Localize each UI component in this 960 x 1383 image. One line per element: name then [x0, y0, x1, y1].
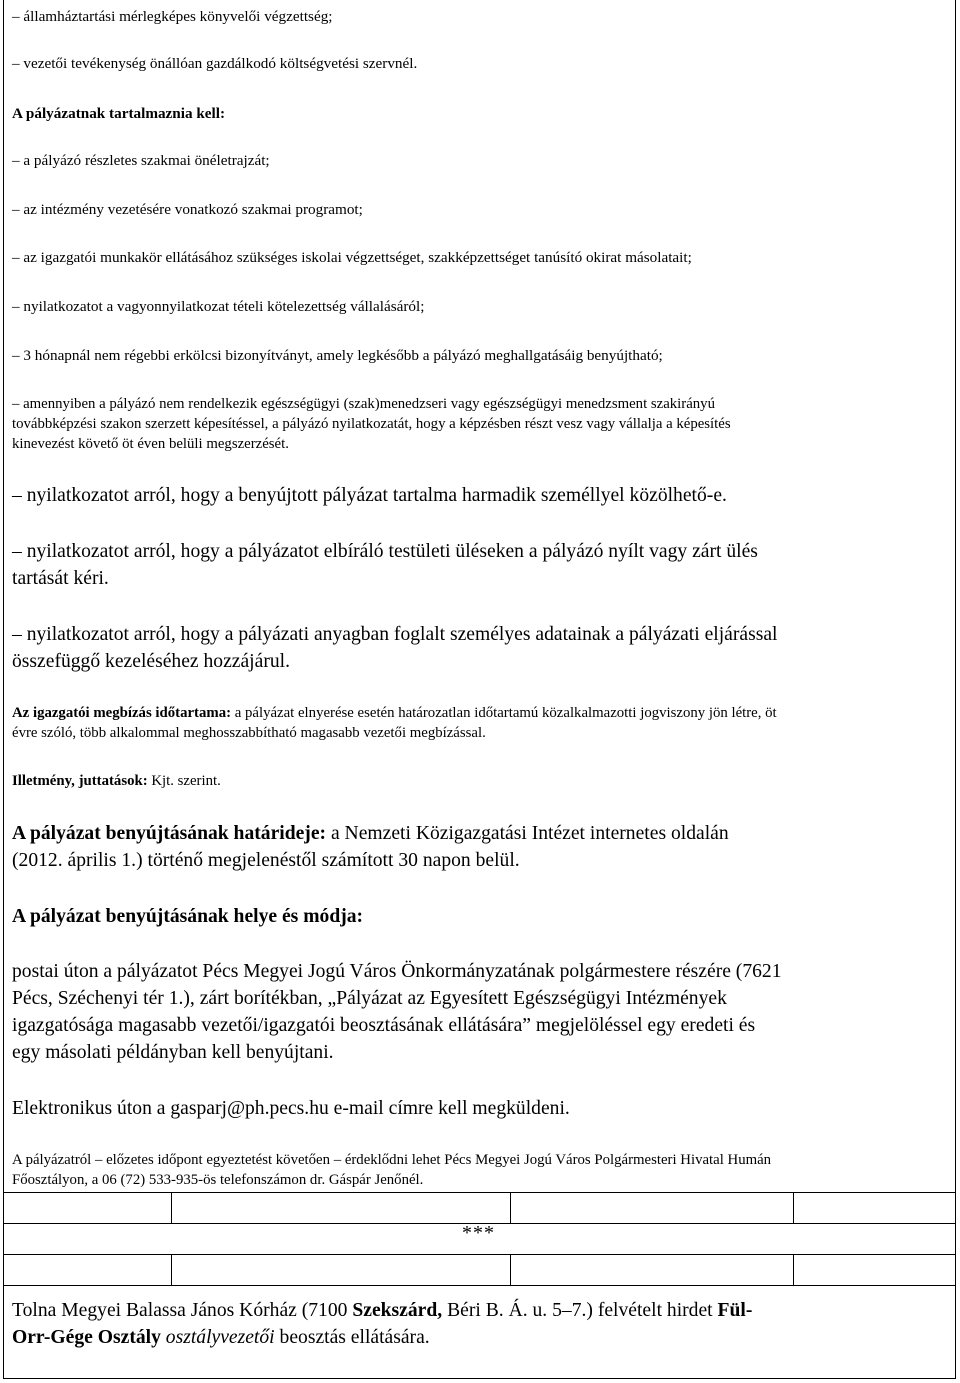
salary-line: Illetmény, juttatások: Kjt. szerint. [12, 773, 221, 789]
term-line-1: Az igazgatói megbízás időtartama: a pályázat elnyerése esetén határozatlan időtartamú közalkalmazotti jogviszony jön létre, öt [12, 705, 777, 721]
declaration-session-line-1: – nyilatkozatot arról, hogy a pályázatot elbíráló testületi üléseken a pályázó nyílt vagy zárt ülés [12, 541, 758, 562]
requirement-cv: – a pályázó részletes szakmai önéletrajzát; [12, 152, 270, 169]
submission-line-4: egy másolati példányban kell benyújtani. [12, 1042, 334, 1063]
requirement-diploma: – az igazgatói munkakör ellátásához szükséges iskolai végzettséget, szakképzettséget tanúsító okirat másolatait; [12, 249, 692, 266]
term-label: Az igazgatói megbízás időtartama: [12, 705, 232, 721]
section-separator: *** [462, 1222, 495, 1244]
deadline-line-1: A pályázat benyújtásának határideje: a Nemzeti Közigazgatási Intézet internetes oldalán [12, 823, 729, 844]
submission-line-1: postai úton a pályázatot Pécs Megyei Jogú Város Önkormányzatának polgármestere részére (7621 [12, 961, 782, 982]
qualification-line-2: továbbképzési szakon szerzett képesítéssel, a pályázó nyilatkozatát, hogy a képzésben részt vesz vagy vállalja a képesítés [12, 416, 731, 432]
submission-heading: A pályázat benyújtásának helye és módja: [12, 906, 364, 927]
declaration-data-line-2: összefüggő kezeléséhez hozzájárul. [12, 651, 290, 672]
bullet-management: – vezetői tevékenység önállóan gazdálkodó költségvetési szervnél. [12, 55, 418, 72]
submission-electronic: Elektronikus úton a gasparj@ph.pecs.hu e-mail címre kell megküldeni. [12, 1098, 570, 1119]
next-ad-line-2: Orr-Gége Osztály osztályvezetői beosztás ellátására. [12, 1327, 430, 1348]
requirement-criminal-record: – 3 hónapnál nem régebbi erkölcsi bizonyítványt, amely legkésőbb a pályázó meghallgatásáig benyújtható; [12, 347, 663, 364]
term-line-2: évre szóló, több alkalommal meghosszabbítható magasabb vezetői megbízással. [12, 725, 486, 741]
contact-line-1: A pályázatról – előzetes időpont egyeztetést követően – érdeklődni lehet Pécs Megyei Jogú Város Polgármesteri Hivatal Humán [12, 1152, 772, 1168]
bullet-accounting: – államháztartási mérlegképes könyvelői végzettség; [12, 8, 333, 25]
qualification-line-3: kinevezést követő öt éven belüli megszerzését. [12, 436, 289, 452]
submission-line-3: igazgatósága magasabb vezetői/igazgatói beosztásának ellátására” megjelöléssel egy eredeti és [12, 1015, 756, 1036]
declaration-disclosure: – nyilatkozatot arról, hogy a benyújtott pályázat tartalma harmadik személlyel közölhető-e. [12, 485, 727, 506]
contact-line-2: Főosztályon, a 06 (72) 533-935-ös telefonszámon dr. Gáspár Jenőnél. [12, 1172, 424, 1188]
requirements-heading: A pályázatnak tartalmaznia kell: [12, 105, 226, 122]
deadline-line-2: (2012. április 1.) történő megjelenéstől számított 30 napon belül. [12, 850, 520, 871]
salary-label: Illetmény, juttatások: [12, 773, 148, 789]
declaration-data-line-1: – nyilatkozatot arról, hogy a pályázati anyagban foglalt személyes adatainak a pályázati eljárással [12, 624, 778, 645]
requirement-program: – az intézmény vezetésére vonatkozó szakmai programot; [12, 201, 363, 218]
qualification-line-1: – amennyiben a pályázó nem rendelkezik egészségügyi (szak)menedzseri vagy egészségügyi menedzsment szakirányú [12, 396, 715, 412]
declaration-session-line-2: tartását kéri. [12, 568, 109, 589]
deadline-label: A pályázat benyújtásának határideje: [12, 823, 327, 844]
requirement-asset-declaration: – nyilatkozatot a vagyonnyilatkozat tételi kötelezettség vállalásáról; [12, 298, 425, 315]
submission-line-2: Pécs, Széchenyi tér 1.), zárt borítékban, „Pályázat az Egyesített Egészségügyi Intézmények [12, 988, 727, 1009]
next-ad-line-1: Tolna Megyei Balassa János Kórház (7100 Szekszárd, Béri B. Á. u. 5–7.) felvételt hirdet Fül- [12, 1300, 753, 1321]
